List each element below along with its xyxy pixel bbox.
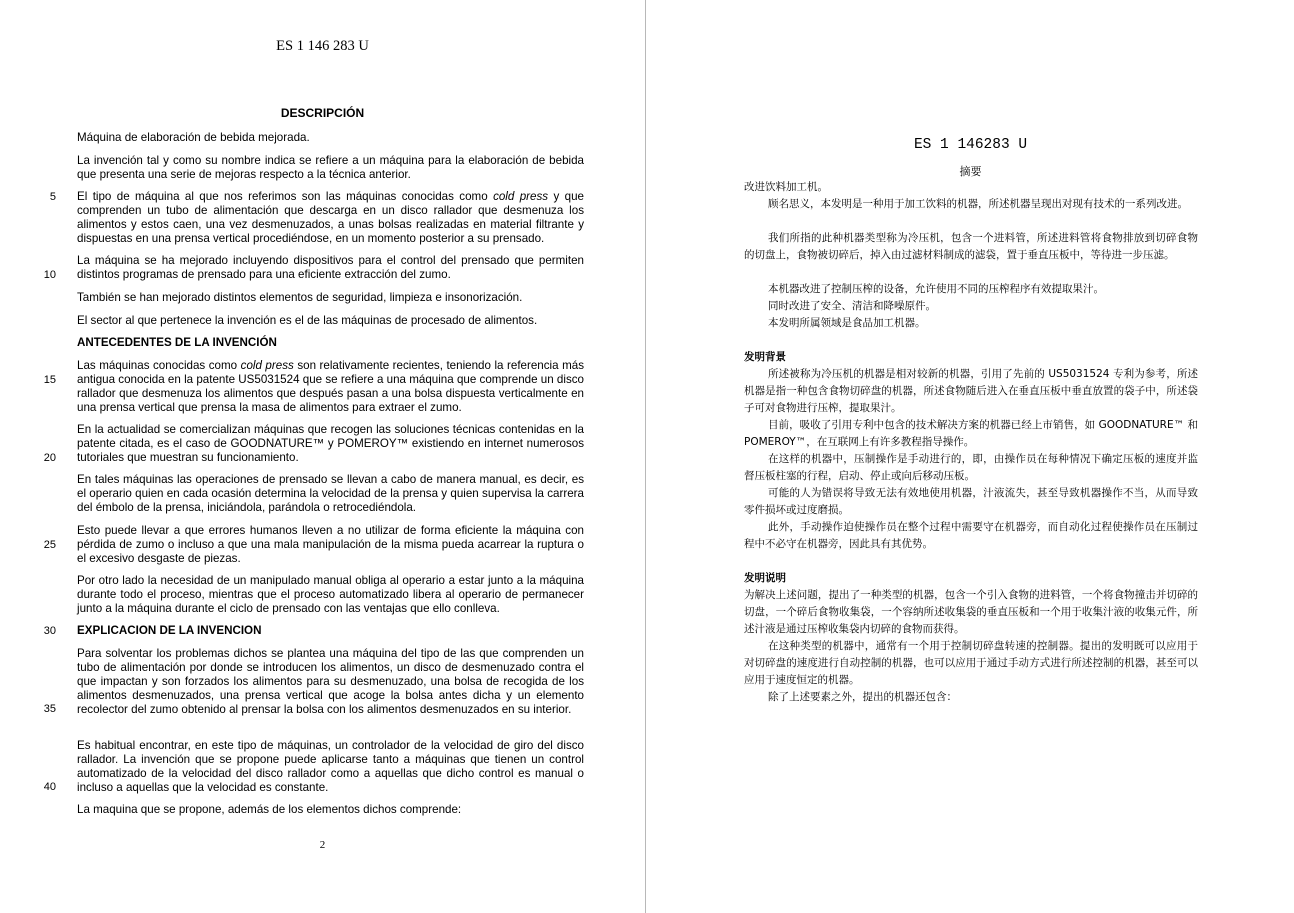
term-cold-press: cold press	[240, 359, 294, 372]
page-divider	[645, 0, 646, 913]
chinese-page	[647, 0, 1294, 913]
paragraph: 所述被称为冷压机的机器是相对较新的机器，引用了先前的 US5031524 专利为参考，所述机器是指一种包含食物切碎盘的机器，所述食物随后进入在垂直压板中垂直放置的袋子中，所述袋子可对食物进行压榨，提取果汁。	[744, 368, 1198, 414]
section-heading: 发明背景	[744, 351, 786, 363]
patent-header: ES 1 146 283 U	[276, 38, 369, 54]
paragraph: 可能的人为错误将导致无法有效地使用机器，汁液流失，甚至导致机器操作不当，从而导致零件损坏或过度磨损。	[744, 487, 1198, 516]
line-number: 5	[49, 191, 56, 203]
paragraph: Es habitual encontrar, en este tipo de máquinas, un controlador de la velocidad de giro del disco rallador. La invención que se propone puede aplicarse tanto a máquinas que tienen un control automatizado de la velocidad del disco rallador como a aquellas que dicho control es manual o incluso a aquellas que la velocidad es constante.	[77, 739, 584, 794]
line-number: 40	[43, 781, 56, 793]
paragraph: 在这种类型的机器中，通常有一个用于控制切碎盘转速的控制器。提出的发明既可以应用于对切碎盘的速度进行自动控制的机器，也可以应用于通过手动方式进行所述控制的机器，甚至可以应用于速度恒定的机器。	[744, 640, 1198, 686]
paragraph: Máquina de elaboración de bebida mejorada.	[77, 131, 310, 144]
patent-header: ES 1 146283 U	[913, 137, 1028, 153]
paragraph: 除了上述要素之外，提出的机器还包含：	[768, 691, 957, 703]
paragraph: Para solventar los problemas dichos se plantea una máquina del tipo de las que comprenden un tubo de alimentación por donde se introducen los alimentos, un disco de desmenuzado contra el que impactan y son forzados los alimentos para su desmenuzado, una bolsa de recogida de los alimentos desmenuzados, una prensa vertical que acoge la bolsa antes dicha y un elemento recolector del zumo obtenido al prensar la bolsa con los alimentos desmenuzados en su interior.	[77, 647, 584, 716]
line-number: 15	[43, 374, 56, 386]
paragraph: 本发明所属领域是食品加工机器。	[768, 317, 926, 329]
paragraph-text: El tipo de máquina al que nos referimos son las máquinas conocidas como	[77, 190, 488, 203]
line-number: 25	[43, 539, 56, 551]
section-heading: 发明说明	[744, 572, 786, 584]
paragraph	[77, 190, 584, 246]
paragraph: También se han mejorado distintos elementos de seguridad, limpieza e insonorización.	[77, 291, 523, 304]
paragraph: La maquina que se propone, además de los elementos dichos comprende:	[77, 803, 462, 816]
paragraph: La máquina se ha mejorado incluyendo dispositivos para el control del prensado que permiten distintos programas de prensado para una eficiente extracción del zumo.	[77, 254, 584, 281]
page-subtitle: 摘要	[959, 165, 982, 178]
line-number: 20	[43, 452, 56, 464]
paragraph: En la actualidad se comercializan máquinas que recogen las soluciones técnicas contenidas en la patente citada, es el caso de GOODNATURE™ y POMEROY™ existiendo en internet numerosos tutoriales que muestran su funcionamiento.	[77, 423, 584, 464]
paragraph: 改进饮料加工机。	[744, 181, 828, 193]
paragraph: 本机器改进了控制压榨的设备，允许使用不同的压榨程序有效提取果汁。	[768, 283, 1104, 295]
section-heading: ANTECEDENTES DE LA INVENCIÓN	[77, 336, 277, 349]
term-cold-press: cold press	[493, 190, 549, 203]
section-heading: EXPLICACION DE LA INVENCION	[77, 624, 262, 637]
page-title: DESCRIPCIÓN	[280, 106, 365, 120]
paragraph: 在这样的机器中，压制操作是手动进行的，即，由操作员在每种情况下确定压板的速度并监督压板柱塞的行程，启动、停止或向后移动压板。	[744, 453, 1198, 482]
paragraph: La invención tal y como su nombre indica se refiere a un máquina para la elaboración de bebida que presenta una serie de mejoras respecto a la técnica anterior.	[77, 154, 584, 181]
paragraph-text: son relativamente recientes, teniendo la referencia más antigua conocida en la patente US5031524 que se refiere a una máquina que comprende un disco rallador que desmenuza los alimentos que después pasan a una bolsa dispuesta verticalmente en una prensa vertical que prensa la masa de alimentos para extraer el zumo.	[77, 359, 584, 414]
line-number: 30	[43, 625, 56, 637]
paragraph: 为解决上述问题，提出了一种类型的机器，包含一个引入食物的进料管，一个将食物撞击并切碎的切盘，一个碎后食物收集袋，一个容纳所述收集袋的垂直压板和一个用于收集汁液的收集元件，所述汁液是通过压榨收集袋内切碎的食物而获得。	[744, 589, 1198, 635]
paragraph: 目前，吸收了引用专利中包含的技术解决方案的机器已经上市销售，如 GOODNATURE™ 和 POMEROY™，在互联网上有许多教程指导操作。	[744, 419, 1198, 448]
paragraph: 同时改进了安全、清洁和降噪原件。	[768, 300, 936, 312]
paragraph: 此外，手动操作迫使操作员在整个过程中需要守在机器旁，而自动化过程使操作员在压制过程中不必守在机器旁，因此具有其优势。	[744, 521, 1198, 550]
line-number: 10	[43, 269, 56, 281]
paragraph: Por otro lado la necesidad de un manipulado manual obliga al operario a estar junto a la máquina durante todo el proceso, mientras que el proceso automatizado libera al operario de permanecer junto a la máquina durante el ciclo de prensado con las ventajas que ello conlleva.	[77, 574, 584, 615]
line-number: 35	[43, 703, 56, 715]
paragraph-text: y que comprenden un tubo de alimentación que descarga en un disco rallador que desmenuza los alimentos y estos caen, una vez desmenuzados, a unas bolsas realizadas en material filtrante y dispuestas en una prensa vertical procediéndose, en un momento posterior a su prensado.	[77, 190, 584, 245]
paragraph: En tales máquinas las operaciones de prensado se llevan a cabo de manera manual, es decir, es el operario quien en cada ocasión determina la velocidad de la prensa y quien supervisa la carrera del émbolo de la prensa, iniciándola, parándola o retrocediéndola.	[77, 473, 584, 514]
paragraph: Esto puede llevar a que errores humanos lleven a no utilizar de forma eficiente la máquina con pérdida de zumo o incluso a que una mala manipulación de la misma pueda acarrear la ruptura o el excesivo desgaste de piezas.	[77, 524, 584, 565]
page-number: 2	[319, 839, 326, 851]
spanish-page	[0, 0, 645, 913]
paragraph-text: Las máquinas conocidas como	[77, 359, 238, 372]
paragraph: El sector al que pertenece la invención es el de las máquinas de procesado de alimentos.	[77, 314, 538, 327]
paragraph: 我们所指的此种机器类型称为冷压机，包含一个进料管，所述进料管将食物排放到切碎食物的切盘上，食物被切碎后，掉入由过滤材料制成的滤袋，置于垂直压板中，等待进一步压滤。	[744, 232, 1198, 261]
paragraph	[77, 359, 584, 415]
paragraph: 顾名思义，本发明是一种用于加工饮料的机器，所述机器呈现出对现有技术的一系列改进。	[768, 198, 1188, 210]
